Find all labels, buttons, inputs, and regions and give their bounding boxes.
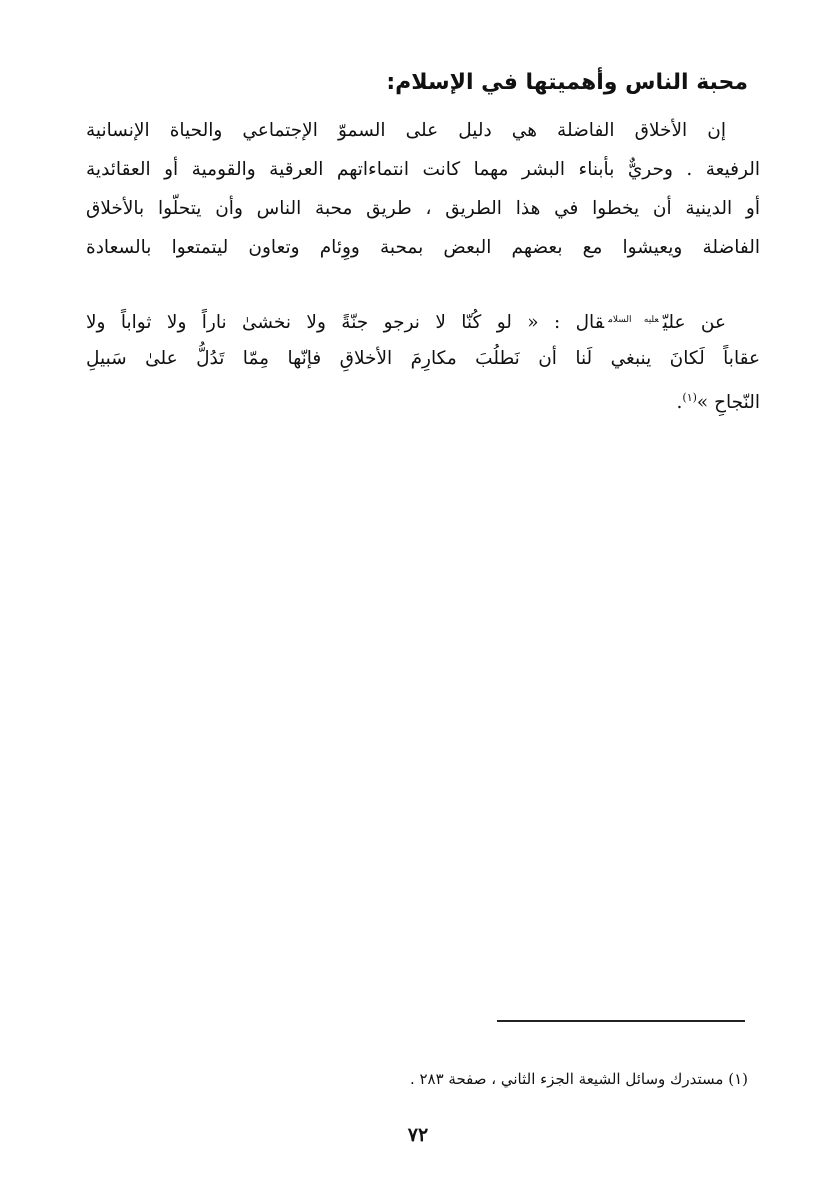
paragraph-2-line-1 bbox=[86, 305, 760, 338]
quote-text-start: قال : « لو كُنّا لا نرجو جنّةً ولا نخشىٰ ناراً ولا ثواباً ولا bbox=[86, 312, 605, 333]
footnote-reference: (١) bbox=[682, 391, 697, 404]
quote-text-end: النّجاحِ » bbox=[696, 392, 760, 414]
paragraph-1-line-2: الرفيعة . وحريٌّ بأبناء البشر مهما كانت انتماءاتهم العرقية والقومية أو العقائدية bbox=[86, 159, 760, 180]
paragraph-1-line-4: الفاضلة ويعيشوا مع بعضهم البعض بمحبة ووِئام وتعاون ليتمتعوا بالسعادة bbox=[86, 237, 760, 258]
paragraph-1-line-3: أو الدينية أن يخطوا في هذا الطريق ، طريق محبة الناس وأن يتحلّوا بالأخلاق bbox=[86, 198, 760, 219]
period: . bbox=[676, 392, 683, 414]
paragraph-2-line-3 bbox=[86, 383, 760, 418]
section-heading: محبة الناس وأهميتها في الإسلام: bbox=[386, 70, 748, 95]
footnote-divider bbox=[497, 1020, 745, 1022]
paragraph-2-line-2: عقاباً لَكانَ ينبغي لَنا أن نَطلُبَ مكارِمَ الأخلاقِ فإنّها مِمّا تَدُلُّ علىٰ سَبيلِ bbox=[86, 348, 760, 369]
page-number: ٧٢ bbox=[407, 1124, 429, 1146]
quote-attribution: عن عليّ bbox=[662, 312, 727, 333]
paragraph-1-line-1: إن الأخلاق الفاضلة هي دليل على السموّ الإجتماعي والحياة الإنسانية bbox=[86, 120, 726, 141]
footnote: (١) مستدرك وسائل الشيعة الجزء الثاني ، صفحة ٢٨٣ . bbox=[409, 1070, 748, 1088]
honorific-symbol: عليه السلام bbox=[608, 315, 659, 325]
